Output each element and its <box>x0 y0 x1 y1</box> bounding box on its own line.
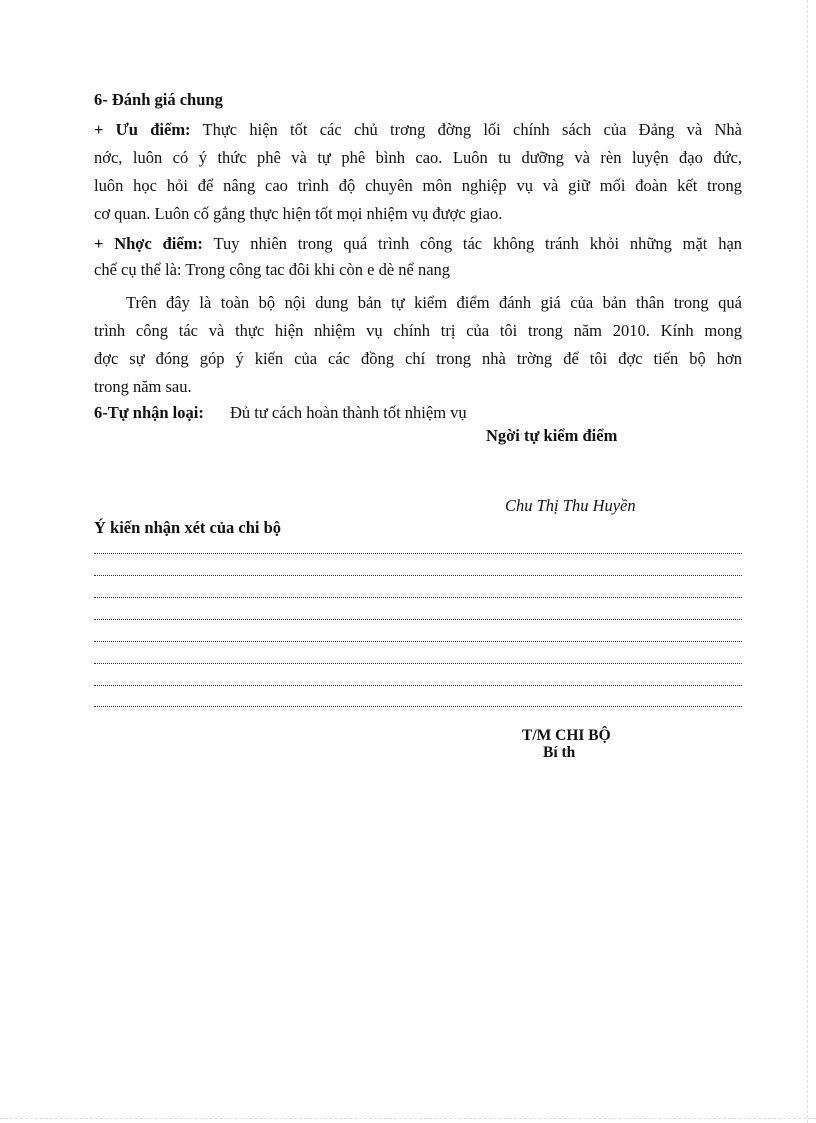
closing-line-1: Trên đây là toàn bộ nội dung bản tự kiểm điểm đánh giá của bản thân trong quá <box>126 293 742 312</box>
section-heading-general-evaluation: 6- Đánh giá chung <box>94 90 223 109</box>
comment-dotted-line <box>94 597 742 598</box>
strengths-line-2: nớc, luôn có ý thức phê và tự phê bình cao. Luôn tu dưỡng và rèn luyện đạo đức, <box>94 148 742 167</box>
closing-line-3: đợc sự đóng góp ý kiến của các đồng chí trong nhà trờng để tôi đợc tiến bộ hơn <box>94 349 742 368</box>
strengths-line-1 <box>94 116 742 144</box>
strengths-text-1: Thực hiện tốt các chủ trơng đờng lối chính sách của Đảng và Nhà <box>202 120 742 139</box>
strengths-label: + Ưu điểm: <box>94 120 191 139</box>
closing-line-4: trong năm sau. <box>94 377 192 396</box>
strengths-line-4: cơ quan. Luôn cố gắng thực hiện tốt mọi nhiệm vụ được giao. <box>94 204 503 223</box>
comments-heading: Ý kiến nhận xét của chi bộ <box>94 518 282 537</box>
weaknesses-text-2b: Trong công tac đôi khi còn e dè nể nang <box>185 260 451 279</box>
comment-dotted-line <box>94 706 742 707</box>
comment-dotted-line <box>94 685 742 686</box>
weaknesses-label: + Nhợc điểm: <box>94 234 203 253</box>
page-edge-right <box>807 0 808 1123</box>
self-assessment-value: Đủ tư cách hoàn thành tốt nhiệm vụ <box>229 403 467 422</box>
comment-dotted-line <box>94 619 742 620</box>
weaknesses-line-2 <box>94 256 742 284</box>
comment-dotted-line <box>94 641 742 642</box>
signature-title: Ngời tự kiểm điểm <box>486 426 618 445</box>
weaknesses-text-2a: chế cụ thể là: <box>94 260 182 279</box>
signature-name: Chu Thị Thu Huyền <box>505 496 636 515</box>
comment-dotted-line <box>94 553 742 554</box>
comment-dotted-line <box>94 575 742 576</box>
page-edge-bottom <box>0 1118 816 1119</box>
weaknesses-text-1: Tuy nhiên trong quá trình công tác không tránh khỏi những mặt hạn <box>213 234 743 253</box>
self-assessment-label: 6-Tự nhận loại: <box>94 403 204 422</box>
strengths-line-3: luôn học hỏi để nâng cao trình độ chuyên môn nghiệp vụ và giữ mối đoàn kết trong <box>94 176 742 195</box>
comment-dotted-line <box>94 663 742 664</box>
chibo-secretary: Bí th <box>543 744 576 761</box>
chibo-title: T/M CHI BỘ <box>522 727 611 744</box>
weaknesses-line-1 <box>94 230 742 258</box>
closing-line-2: trình công tác và thực hiện nhiệm vụ chính trị của tôi trong năm 2010. Kính mong <box>94 321 742 340</box>
